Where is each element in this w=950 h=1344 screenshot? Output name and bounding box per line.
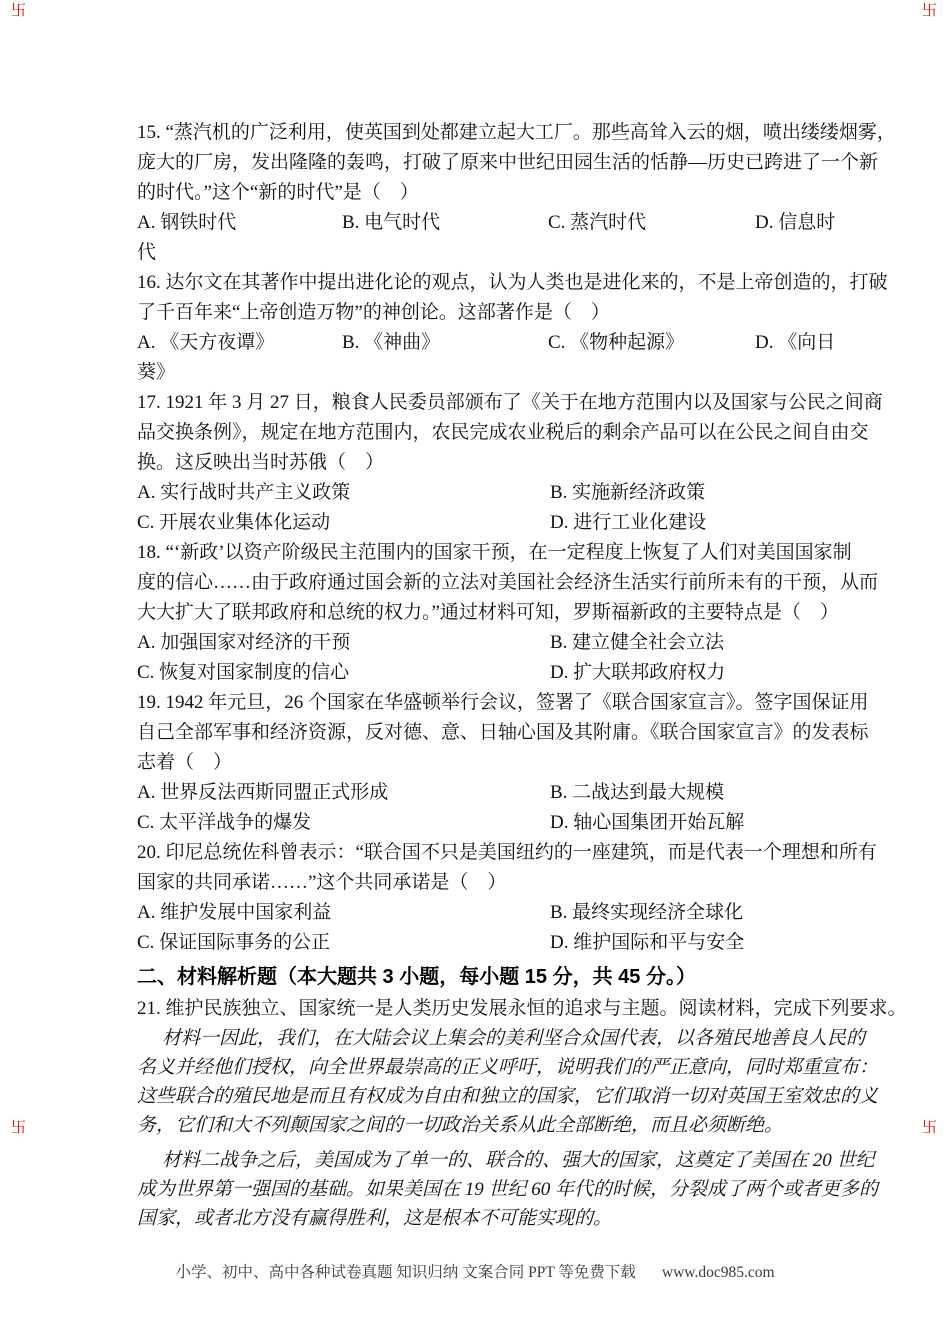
question-stem-line: 19. 1942 年元旦，26 个国家在华盛顿举行会议，签署了《联合国家宣言》。签字国保证用 [137,692,869,713]
options-row [137,478,845,508]
corner-mark-icon: 卐 [11,1118,27,1136]
option-b: B. 实施新经济政策 [550,482,706,503]
material-2-line: 材料二战争之后，美国成为了单一的、联合的、强大的国家，这奠定了美国在 20 世纪 [162,1150,875,1171]
question-19 [137,688,869,838]
question-stem-line: 志着（ ） [137,752,233,773]
question-stem-line: 21. 维护民族独立、国家统一是人类历史发展永恒的追求与主题。阅读材料，完成下列要求。 [137,998,907,1019]
material-1-line: 材料一因此，我们，在大陆会议上集会的美利坚合众国代表，以各殖民地善良人民的 [162,1028,866,1049]
options-row [137,658,845,688]
option-c: C. 开展农业集体化运动 [137,512,331,533]
question-stem-line: 18. “‘新政’以资产阶级民主范围内的国家干预，在一定程度上恢复了人们对美国国家制 [137,542,852,563]
options-row [137,928,845,958]
option-a: A. 世界反法西斯同盟正式形成 [137,782,389,803]
footer-url-link[interactable]: www.doc985.com [661,1264,775,1281]
question-stem-line: 品交换条例》，规定在地方范围内，农民完成农业税后的剩余产品可以在公民之间自由交 [137,422,869,443]
option-a: A. 《天方夜谭》 [137,332,275,353]
options-row [137,778,845,808]
question-stem-line: 的时代。”这个“新的时代”是（ ） [137,182,419,203]
option-b: B. 二战达到最大规模 [550,782,725,803]
option-b: B. 《神曲》 [342,332,441,353]
options-row [137,208,845,238]
footer-text: 小学、初中、高中各种试卷真题 知识归纳 文案合同 PPT 等免费下载 [175,1264,636,1281]
question-20 [137,838,877,958]
section-heading: 二、材料解析题（本大题共 3 小题，每小题 15 分，共 45 分。） [137,966,696,988]
option-c: C. 恢复对国家制度的信心 [137,662,350,683]
option-a: A. 维护发展中国家利益 [137,902,332,923]
option-overflow-line: 代 [137,242,157,263]
question-15 [137,118,896,268]
question-stem-line: 17. 1921 年 3 月 27 日，粮食人民委员部颁布了《关于在地方范围内以及国家与公民之间商 [137,392,883,413]
option-c: C. 太平洋战争的爆发 [137,812,312,833]
option-overflow-line: 葵》 [137,362,176,383]
option-d: D. 进行工业化建设 [550,512,707,533]
question-18 [137,538,879,688]
option-d: D. 《向日 [755,332,836,353]
question-stem-line: 了千百年来“上帝创造万物”的神创论。这部著作是（ ） [137,302,610,323]
option-c: C. 蒸汽时代 [548,212,647,233]
corner-mark-icon: 卐 [921,1,937,19]
option-d: D. 信息时 [755,212,836,233]
option-c: C. 保证国际事务的公正 [137,932,331,953]
question-stem-line: 国家的共同承诺……”这个共同承诺是（ ） [137,872,507,893]
question-stem-line: 大大扩大了联邦政府和总统的权力。”通过材料可知，罗斯福新政的主要特点是（ ） [137,602,839,623]
options-row [137,328,845,358]
option-a: A. 钢铁时代 [137,212,237,233]
corner-mark-icon: 卐 [11,1,27,19]
option-d: D. 扩大联邦政府权力 [550,662,726,683]
question-stem-line: 16. 达尔文在其著作中提出进化论的观点，认为人类也是进化来的，不是上帝创造的，打破 [137,272,888,293]
question-stem-line: 换。这反映出当时苏俄（ ） [137,452,385,473]
question-stem-line: 20. 印尼总统佐科曾表示：“联合国不只是美国纽约的一座建筑，而是代表一个理想和所有 [137,842,877,863]
options-row [137,628,845,658]
option-b: B. 最终实现经济全球化 [550,902,744,923]
material-2-line: 国家，或者北方没有赢得胜利，这是根本不可能实现的。 [137,1208,613,1229]
question-stem-line: 度的信心……由于政府通过国会新的立法对美国社会经济生活实行前所未有的干预，从而 [137,572,879,593]
option-a: A. 加强国家对经济的干预 [137,632,351,653]
options-row [137,508,845,538]
option-d: D. 维护国际和平与安全 [550,932,745,953]
options-row [137,898,845,928]
question-stem-line: 自己全部军事和经济资源，反对德、意、日轴心国及其附庸。《联合国家宣言》的发表标 [137,722,869,743]
option-b: B. 建立健全社会立法 [550,632,725,653]
question-17 [137,388,883,538]
material-1-line: 务，它们和大不列颠国家之间的一切政治关系从此全部断绝，而且必须断绝。 [137,1115,784,1136]
page-footer [0,1260,950,1282]
question-16 [137,268,888,388]
material-1-line: 这些联合的殖民地是而且有权成为自由和独立的国家，它们取消一切对英国王室效忠的义 [137,1086,879,1107]
question-stem-line: 庞大的厂房，发出隆隆的轰鸣，打破了原来中世纪田园生活的恬静—历史已跨进了一个新 [137,152,879,173]
material-2-line: 成为世界第一强国的基础。如果美国在 19 世纪 60 年代的时候，分裂成了两个或者更多的 [137,1179,879,1200]
options-row [137,808,845,838]
option-b: B. 电气时代 [342,212,441,233]
option-a: A. 实行战时共产主义政策 [137,482,351,503]
option-d: D. 轴心国集团开始瓦解 [550,812,745,833]
corner-mark-icon: 卐 [921,1118,937,1136]
question-stem-line: 15. “蒸汽机的广泛利用，使英国到处都建立起大工厂。那些高耸入云的烟，喷出缕缕烟雾， [137,122,896,143]
question-21 [137,994,907,1233]
material-1-line: 名义并经他们授权，向全世界最崇高的正义呼吁，说明我们的严正意向，同时郑重宣布： [137,1057,879,1078]
exam-content [137,118,907,1233]
option-c: C. 《物种起源》 [548,332,685,353]
